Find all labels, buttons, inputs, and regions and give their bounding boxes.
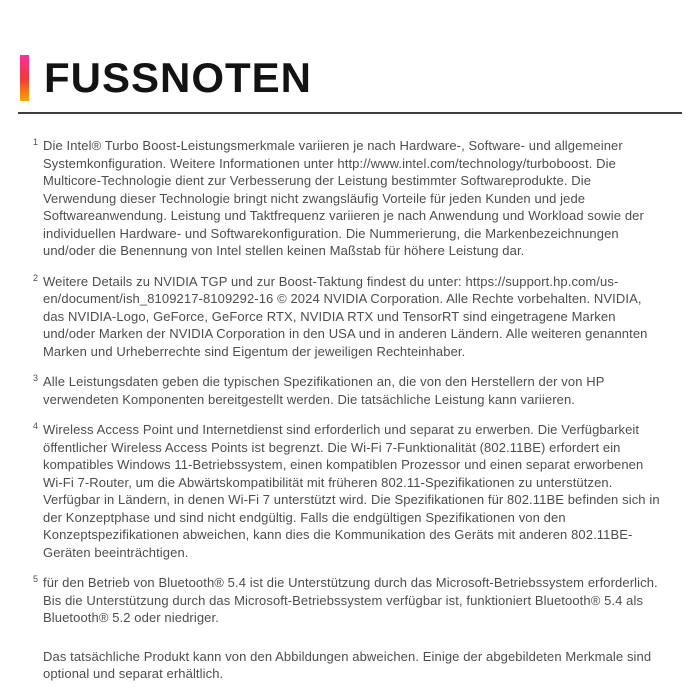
footnote-4 [33, 421, 660, 561]
footnote-5-marker: 5 [33, 574, 39, 584]
footnote-4-text: Wireless Access Point und Internetdienst sind erforderlich und separat zu erwerben. Die Verfügbarkeit öffentlicher Wireless Access Points ist begrenzt. Die Wi-Fi 7-Funktionalität (802.11BE) erfordert ein kompatibles Windows 11-Betriebssystem, einen kompatiblen Prozessor und einen separat erworbenen Wi-Fi 7-Router, um die Abwärtskompatibilität mit früheren 802.11-Spezifikationen zu unterstützen. Verfügbar in Ländern, in denen Wi-Fi 7 unterstützt wird. Die Spezifikationen für 802.11BE befinden sich in der Konzeptphase und sind nicht endgültig. Falls die endgültigen Spezifikationen von den Konzeptspezifikationen abweichen, kann dies die Kommunikation des Geräts mit anderen 802.11BE-Geräten beeinträchtigen. [43, 422, 660, 560]
footnote-3-marker: 3 [33, 373, 39, 383]
footnotes-content [0, 114, 700, 683]
title-row [20, 55, 700, 101]
footnote-5-text: für den Betrieb von Bluetooth® 5.4 ist die Unterstützung durch das Microsoft-Betriebssystem erforderlich. Bis die Unterstützung durch das Microsoft-Betriebssystem verfügbar ist, funktioniert Bluetooth® 5.4 als Bluetooth® 5.2 oder niedriger. [43, 575, 658, 625]
page-header [0, 0, 700, 114]
footnote-2-marker: 2 [33, 272, 39, 283]
footnote-5 [33, 574, 660, 627]
footnote-3 [33, 373, 660, 408]
footnote-1-text: Die Intel® Turbo Boost-Leistungsmerkmale variieren je nach Hardware-, Software- und allgemeiner Systemkonfiguration. Weitere Informationen unter http://www.intel.com/technology/turboboost. Die Multicore-Technologie dient zur Verbesserung der Leistung bestimmter Softwareprodukte. Die Verwendung dieser Technologie bringt nicht zwangsläufig Vorteile für jeden Kunden und jede Softwareanwendung. Leistung und Taktfrequenz variieren je nach Anwendung und Workload sowie der individuellen Hardware- und Softwarekonfiguration. Die Nummerierung, die Markenbezeichnungen und/oder die Benennung von Intel stellen keinen Maßstab für höhere Leistung dar. [43, 138, 644, 258]
footnote-1-marker: 1 [33, 137, 39, 147]
footnote-2-text: Weitere Details zu NVIDIA TGP und zur Boost-Taktung findest du unter: https://support.hp.com/us-en/document/ish_8109217-8109292-16 © 2024 NVIDIA Corporation. Alle Rechte vorbehalten. NVIDIA, das NVIDIA-Logo, GeForce, GeForce RTX, NVIDIA RTX und TensorRT sind eingetragene Marken und/oder Marken der NVIDIA Corporation in den USA und in anderen Ländern. Alle weiteren genannten Marken und Urheberrechte sind Eigentum der jeweiligen Rechteinhaber. [43, 273, 648, 359]
brand-accent-bar [20, 55, 29, 101]
page-title: FUSSNOTEN [44, 54, 313, 101]
footnote-4-marker: 4 [33, 421, 39, 431]
footnote-2 [33, 273, 660, 361]
footnote-3-text: Alle Leistungsdaten geben die typischen Spezifikationen an, die von den Herstellern der von HP verwendeten Komponenten bereitgestellt werden. Die tatsächliche Leistung kann variieren. [43, 374, 605, 407]
footnote-1 [33, 137, 660, 260]
closing-disclaimer: Das tatsächliche Produkt kann von den Abbildungen abweichen. Einige der abgebildeten Merkmale sind optional und separat erhältlich. [43, 648, 652, 681]
